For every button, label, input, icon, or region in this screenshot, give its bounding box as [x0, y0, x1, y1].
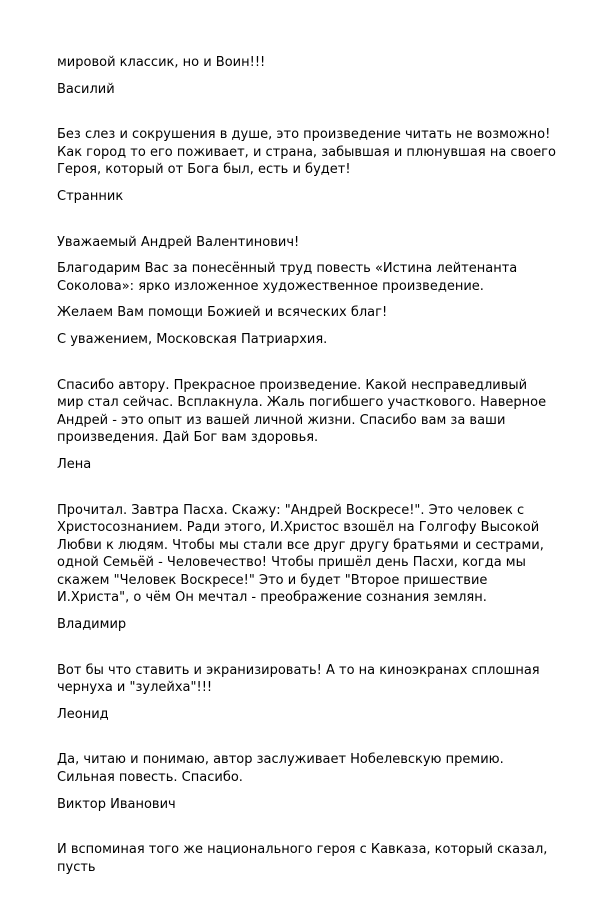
comment-text: Прочитал. Завтра Пасха. Скажу: "Андрей Воскресе!". Это человек с Христосознанием. Ради этого, И.Христос взошёл на Голгофу Высокой Любви к людям. Чтобы мы стали все друг другу братьями и сестрами, одной Семьёй - Человечество! Чтобы пришёл день Пасхи, когда мы скажем "Человек Воскресе!" Это и будет "Второе пришествие И.Христа", о чём Он мечтал - преображение сознания землян.: [57, 502, 544, 606]
comment-text: Желаем Вам помощи Божией и всяческих благ!: [57, 305, 388, 321]
comment-entry: [57, 841, 557, 876]
comment-author: Василий: [57, 81, 115, 97]
comment-text: И вспоминая того же национального героя с Кавказа, который сказал, пусть: [57, 842, 548, 875]
comment-entry: [57, 377, 557, 474]
comment-entry: [57, 234, 557, 349]
comment-entry: [57, 126, 557, 205]
comment-text: Да, читаю и понимаю, автор заслуживает Нобелевскую премию. Сильная повесть. Спасибо.: [57, 752, 504, 786]
comment-author: Лена: [57, 456, 92, 472]
comment-author: Виктор Иванович: [57, 796, 176, 812]
comment-entry: [57, 502, 557, 634]
comment-entry: [57, 54, 557, 98]
comment-author: Странник: [57, 188, 124, 204]
comment-text: Без слез и сокрушения в душе, это произведение читать не возможно! Как город то его поживает, и страна, забывшая и плюнувшая на своего Героя, который от Бога был, есть и будет!: [57, 127, 556, 178]
comment-entry: [57, 662, 557, 724]
comment-text: Вот бы что ставить и экранизировать! А то на киноэкранах сплошная чернуха и "зулейха"!!!: [57, 662, 540, 696]
comment-text: Уважаемый Андрей Валентинович!: [57, 234, 300, 250]
comment-entry: [57, 751, 557, 813]
comment-text: С уважением, Московская Патриархия.: [57, 331, 328, 347]
comment-author: Леонид: [57, 706, 109, 722]
comment-author: Владимир: [57, 617, 127, 633]
comment-text: Спасибо автору. Прекрасное произведение. Какой несправедливый мир стал сейчас. Всплакнула. Жаль погибшего участкового. Наверное Андрей - это опыт из вашей личной жизни. Спасибо вам за ваши произведения. Дай Бог вам здоровья.: [57, 377, 547, 446]
comment-text: мировой классик, но и Воин!!!: [57, 55, 266, 70]
comment-text: Благодарим Вас за понесённый труд повесть «Истина лейтенанта Соколова»: ярко изложенное художественное произведение.: [57, 261, 518, 294]
